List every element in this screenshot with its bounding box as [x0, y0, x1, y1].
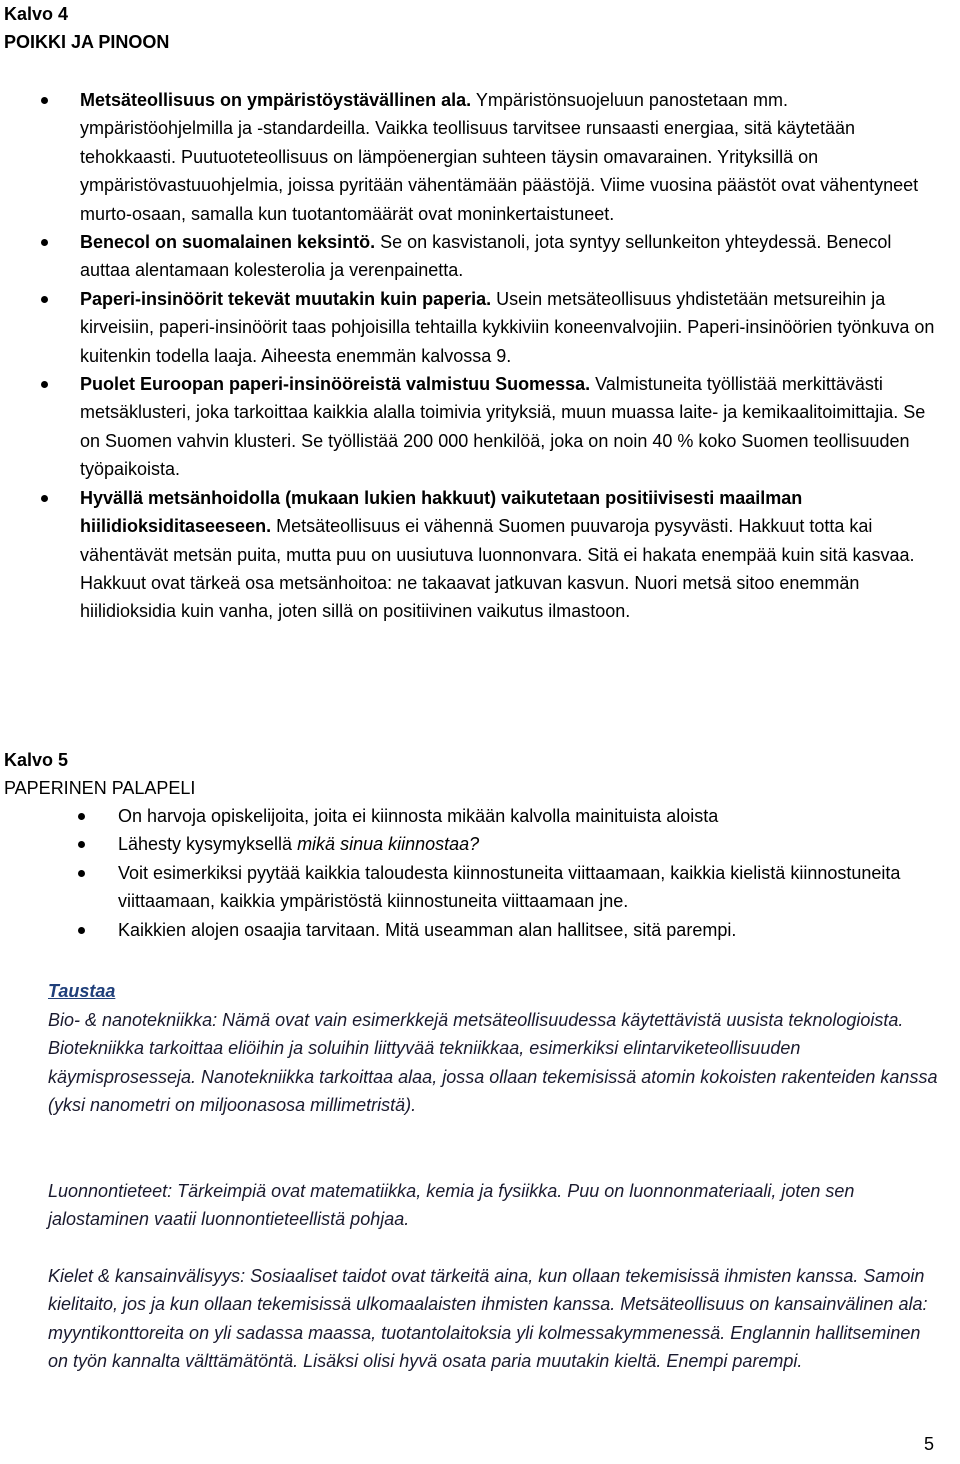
list-item-bold: Hyvällä metsänhoidolla (mukaan lukien hakkuut) vaikutetaan positiivisesti maailman hiilidioksiditaseeseen. — [80, 487, 803, 537]
list-item — [80, 285, 940, 370]
list-item-text: Ympäristönsuojeluun panostetaan mm. ympäristöohjelmilla ja -standardeilla. Vaikka teollisuus tarvitsee runsaasti energiaa, sitä käytetään tehokkaasti. Puutuoteteollisuus on lämpöenergian suhteen täysin omavarainen. Yrityksillä on ympäristövastuuohjelmia, joissa pyritään vähentämään päästöjä. Viime vuosina päästöt ovat vähentyneet murto-osaan, samalla kun tuotantomäärät ovat moninkertaistuneet. — [80, 90, 919, 224]
bullet-icon — [41, 239, 48, 246]
bullet-icon — [78, 870, 85, 877]
list-item — [118, 859, 918, 916]
list-item-text: Valmistuneita työllistää merkittävästi metsäklusteri, joka tarkoittaa kaikkia alalla toimivia yrityksiä, muun muassa laite- ja kemikaalitoimittajia. Se on Suomen vahvin klusteri. Se työllistää 200 000 henkilöä, joka on noin 40 % koko Suomen teollisuuden työpaikoista. — [80, 374, 926, 480]
list-item — [118, 916, 918, 944]
kalvo5-heading — [4, 746, 195, 802]
list-item-text: Lähesty kysymyksellä — [118, 834, 298, 855]
page-number: 5 — [923, 1434, 934, 1454]
list-item-text: Se on kasvistanoli, jota syntyy sellunkeiton yhteydessä. Benecol auttaa alentamaan kolesterolia ja verenpainetta. — [80, 232, 892, 281]
bullet-icon — [41, 381, 48, 388]
bullet-icon — [78, 927, 85, 934]
list-item — [80, 86, 940, 228]
list-item — [80, 370, 940, 484]
kalvo4-title: Kalvo 4 — [4, 4, 69, 24]
bullet-icon — [41, 296, 48, 303]
taustaa-paragraph: Luonnontieteet: Tärkeimpiä ovat matematiikka, kemia ja fysiikka. Puu on luonnonmateriaali, joten sen jalostaminen vaatii luonnontieteellistä pohjaa. — [48, 1181, 855, 1230]
list-item-text: Usein metsäteollisuus yhdistetään metsureihin ja kirveisiin, paperi-insinöörit taas pohjoisilla tehtailla kykkiviin koneenvalvojiin. Paperi-insinöörien työnkuva on kuitenkin todella laaja. Aiheesta enemmän kalvossa 9. — [80, 288, 935, 366]
list-item-bold: Paperi-insinöörit tekevät muutakin kuin paperia. — [80, 288, 492, 309]
taustaa-paragraph: Kielet & kansainvälisyys: Sosiaaliset taidot ovat tärkeitä aina, kun ollaan tekemisissä ihmisten kanssa. Samoin kielitaito, jos ja kun ollaan tekemisissä ulkomaalaisten ihmisten kanssa. Metsäteollisuus on kansainvälinen ala: myyntikonttoreita on yli sadassa maassa, tuotantolaitoksia yli kolmessakymmenessä. Englannin hallitseminen on työn kannalta välttämätöntä. Lisäksi olisi hyvä osata paria muutakin kieltä. Enempi parempi. — [48, 1266, 928, 1372]
taustaa-paragraph: Bio- & nanotekniikka: Nämä ovat vain esimerkkejä metsäteollisuudessa käytettävistä uusista teknologioista. Biotekniikka tarkoittaa eliöihin ja soluihin liittyvää tekniikkaa, esimerkiksi elintarviketeollisuuden käymisprosesseja. Nanotekniikka tarkoittaa alaa, jossa ollaan tekemisissä atomin kokoisten rakenteiden kanssa (yksi nanometri on miljoonasosa millimetristä). — [48, 1010, 938, 1116]
list-item-text: Metsäteollisuus ei vähennä Suomen puuvaroja pysyvästi. Hakkuut totta kai vähentävät metsän puita, mutta puu on uusiutuva luonnonvara. Sitä ei hakata enempää kuin sitä kasvaa. Hakkuut ovat tärkeä osa metsänhoitoa: ne takaavat jatkuvan kasvun. Nuori metsä sitoo enemmän hiilidioksidia kuin vanha, joten sillä on positiivinen vaikutus ilmastoon. — [80, 516, 915, 622]
bullet-icon — [41, 97, 48, 104]
kalvo5-title: Kalvo 5 — [4, 750, 69, 770]
list-item-text: On harvoja opiskelijoita, joita ei kiinnosta mikään kalvolla mainituista aloista — [118, 806, 719, 826]
list-item-bold: Puolet Euroopan paperi-insinööreistä valmistuu Suomessa. — [80, 374, 591, 395]
list-item — [118, 830, 918, 858]
bullet-icon — [78, 813, 85, 820]
list-item — [118, 802, 918, 830]
bullet-icon — [41, 495, 48, 502]
bullet-icon — [78, 841, 85, 848]
kalvo4-heading — [4, 0, 169, 56]
kalvo5-bullet-list — [118, 802, 918, 944]
list-item — [80, 228, 940, 285]
list-item — [80, 484, 940, 626]
list-item-bold: Benecol on suomalainen keksintö. — [80, 232, 376, 253]
list-item-bold: Metsäteollisuus on ympäristöystävällinen ala. — [80, 90, 472, 110]
list-item-italic: mikä sinua kiinnostaa? — [297, 834, 480, 855]
kalvo5-subtitle: PAPERINEN PALAPELI — [4, 778, 196, 798]
kalvo4-subtitle: POIKKI JA PINOON — [4, 32, 170, 52]
list-item-text: Kaikkien alojen osaajia tarvitaan. Mitä useamman alan hallitsee, sitä parempi. — [118, 919, 737, 940]
taustaa-heading: Taustaa — [48, 981, 116, 1001]
kalvo4-bullet-list — [80, 86, 940, 626]
list-item-text: Voit esimerkiksi pyytää kaikkia taloudesta kiinnostuneita viittaamaan, kaikkia kielistä kiinnostuneita viittaamaan, kaikkia ympäristöstä kiinnostuneita viittaamaan jne. — [118, 862, 901, 912]
